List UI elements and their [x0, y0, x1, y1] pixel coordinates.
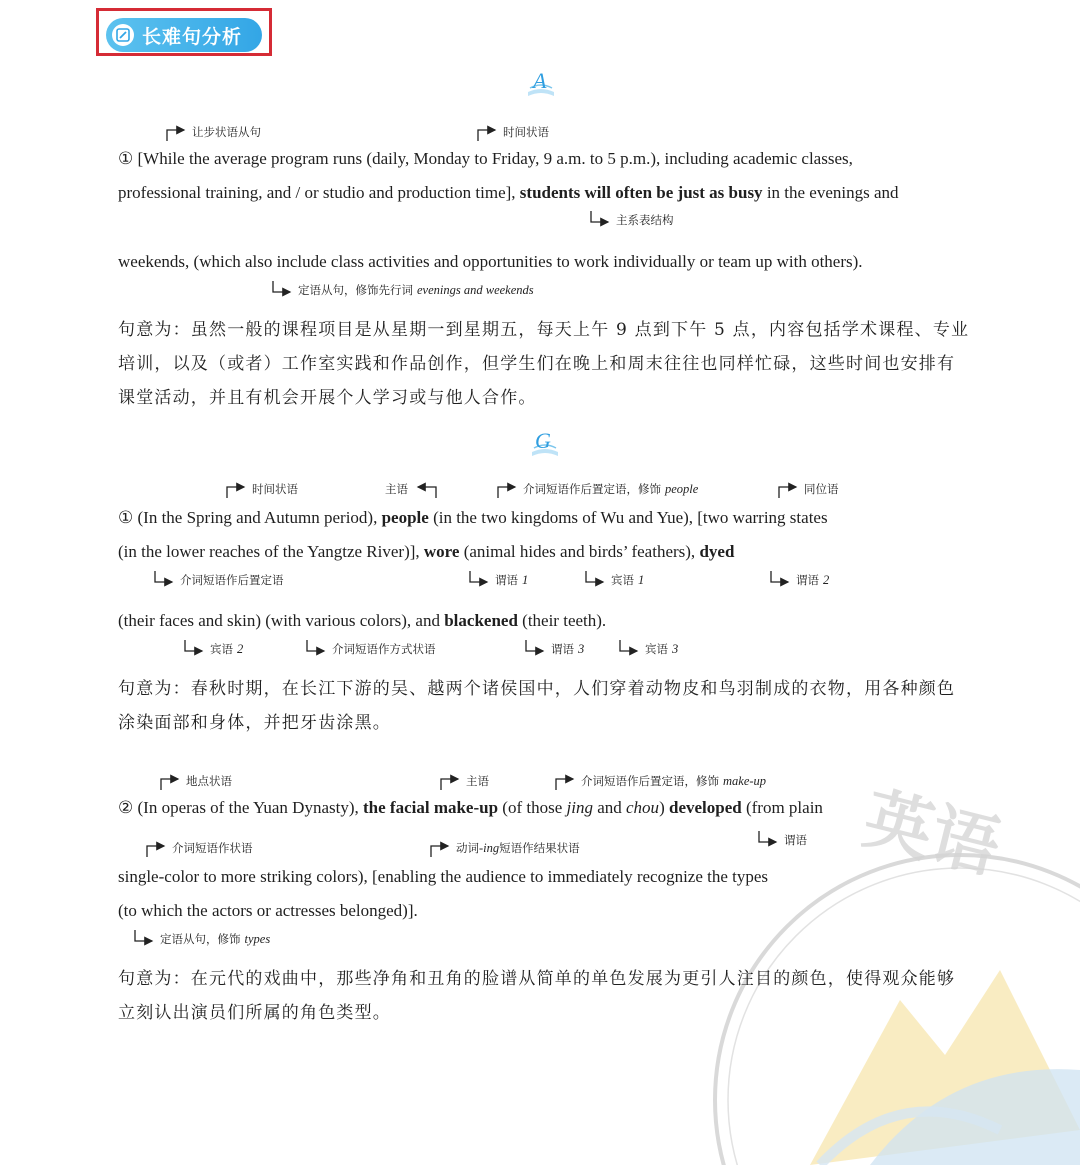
translation-a1-line2: 培训，以及（或者）工作室实践和作品创作，但学生们在晚上和周末往往也同样忙碌，这些时间也安排有: [118, 354, 956, 374]
watermark-text: 英语: [856, 779, 1008, 890]
main-clause: students will often be just as busy: [519, 183, 763, 202]
translation-g2-line1: 句意为：在元代的戏曲中，那些净角和丑角的脸谱从简单的单色发展为更引人注目的颜色，使得观众能够: [118, 969, 956, 989]
annotation-place-adverbial: 地点状语: [158, 771, 232, 791]
arrow-down-right-icon: [270, 280, 294, 300]
arrow-up-right-icon: [438, 771, 462, 791]
arrow-down-right-icon: [152, 570, 176, 590]
annotation-subject: 主语: [385, 479, 444, 499]
arrow-down-right-icon: [583, 570, 607, 590]
arrow-down-right-icon: [588, 210, 612, 230]
letter-a-icon: [524, 68, 556, 100]
annotation-object-1: 宾语 1: [583, 570, 644, 590]
annotation-prepositional-adverbial: 介词短语作状语: [144, 838, 253, 858]
arrow-down-right-icon: [304, 639, 328, 659]
section-letter-g: G: [535, 428, 551, 453]
sentence-g1-line1: ① (In the Spring and Autumn period), people (in the two kingdoms of Wu and Yue), [two warring states: [118, 508, 828, 527]
annotation-time-adverbial: 时间状语: [224, 479, 298, 499]
arrow-down-right-icon: [132, 929, 156, 949]
annotation-object-2: 宾语 2: [182, 639, 243, 659]
arrow-up-right-icon: [475, 122, 499, 142]
annotation-postpositive-attributive: 介词短语作后置定语: [152, 570, 284, 590]
arrow-up-right-icon: [495, 479, 519, 499]
letter-g-icon: [528, 428, 560, 460]
section-letter-a: A: [533, 68, 547, 93]
annotation-manner-adverbial: 介词短语作方式状语: [304, 639, 436, 659]
translation-g1-line1: 句意为：春秋时期，在长江下游的吴、越两个诸侯国中，人们穿着动物皮和鸟羽制成的衣物，用各种颜色: [118, 679, 956, 699]
annotation-predicate-3: 谓语 3: [523, 639, 584, 659]
sentence-a1-line3: weekends, (which also include class activities and opportunities to work individually or team up with others).: [118, 252, 863, 271]
arrow-up-right-icon: [553, 771, 577, 791]
arrow-down-right-icon: [523, 639, 547, 659]
arrow-down-right-icon: [756, 830, 780, 850]
sentence-g2-line3: (to which the actors or actresses belonged)].: [118, 901, 418, 920]
annotation-attributive-clause: 定语从句，修饰先行词 evenings and weekends: [270, 280, 534, 300]
annotation-postpositive-attributive: 介词短语作后置定语，修饰 make-up: [553, 771, 766, 791]
page-title: 长难句分析: [142, 25, 243, 48]
arrow-down-right-icon: [768, 570, 792, 590]
annotation-predicate-1: 谓语 1: [467, 570, 528, 590]
translation-a1-line3: 课堂活动，并且有机会开展个人学习或与他人合作。: [118, 388, 537, 408]
sentence-a1-line1: ① [While the average program runs (daily, Monday to Friday, 9 a.m. to 5 p.m.), including academic classes,: [118, 149, 853, 168]
annotation-subject-linking-verb: 主系表结构: [588, 210, 674, 230]
pencil-note-icon: [112, 24, 134, 46]
sentence-g2-line2: single-color to more striking colors), [enabling the audience to immediately recognize the types: [118, 867, 769, 886]
translation-g1-line2: 涂染面部和身体，并把牙齿涂黑。: [118, 713, 391, 733]
annotation-predicate: 谓语: [756, 830, 807, 850]
annotation-object-3: 宾语 3: [617, 639, 678, 659]
annotation-attributive-clause: 定语从句，修饰 types: [132, 929, 270, 949]
annotation-concessive-clause: 让步状语从句: [164, 122, 261, 142]
translation-a1-line1: 句意为：虽然一般的课程项目是从星期一到星期五，每天上午 9 点到下午 5 点，内容包括学术课程、专业: [118, 320, 970, 340]
annotation-postpositive-attributive: 介词短语作后置定语，修饰 people: [495, 479, 698, 499]
annotation-predicate-2: 谓语 2: [768, 570, 829, 590]
arrow-up-right-icon: [776, 479, 800, 499]
sentence-g2-line1: ② (In operas of the Yuan Dynasty), the facial make-up (of those jing and chou) developed (from plain: [118, 798, 823, 817]
arrow-up-right-icon: [144, 838, 168, 858]
arrow-up-left-icon: [412, 479, 440, 499]
arrow-down-right-icon: [617, 639, 641, 659]
arrow-down-right-icon: [467, 570, 491, 590]
arrow-up-right-icon: [158, 771, 182, 791]
annotation-subject: 主语: [438, 771, 489, 791]
annotation-time-adverbial: 时间状语: [475, 122, 549, 142]
section-title-badge: [106, 18, 262, 52]
arrow-up-right-icon: [164, 122, 188, 142]
arrow-up-right-icon: [428, 838, 452, 858]
sentence-a1-line2: professional training, and / or studio and production time], students will often be just as busy in the evenings and: [118, 183, 899, 202]
arrow-down-right-icon: [182, 639, 206, 659]
sentence-g1-line3: (their faces and skin) (with various colors), and blackened (their teeth).: [118, 611, 607, 630]
translation-g2-line2: 立刻认出演员们所属的角色类型。: [118, 1003, 391, 1023]
arrow-up-right-icon: [224, 479, 248, 499]
annotation-appositive: 同位语: [776, 479, 839, 499]
annotation-result-adverbial: 动词 -ing 短语作结果状语: [428, 838, 580, 858]
sentence-g1-line2: (in the lower reaches of the Yangtze River)], wore (animal hides and birds’ feathers), dyed: [118, 542, 735, 561]
